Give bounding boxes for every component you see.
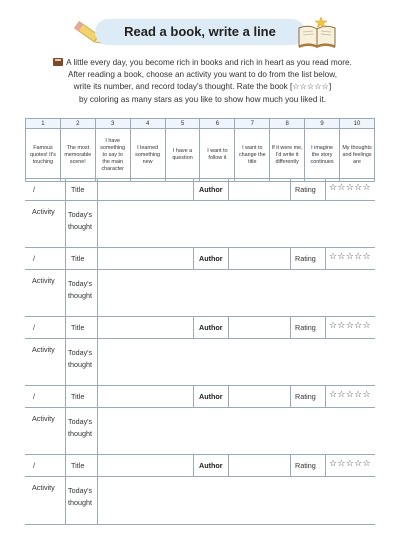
todays-thought-label — [68, 278, 92, 302]
rating-label: Rating — [295, 254, 316, 263]
rating-label: Rating — [295, 185, 316, 194]
activity-number: 1 — [26, 119, 61, 129]
activity-label-line: I have a — [172, 148, 193, 154]
col-divider — [193, 316, 194, 338]
activity-number: 9 — [305, 119, 340, 129]
title-label: Title — [71, 254, 85, 263]
col-divider — [290, 385, 291, 407]
activity-label-line: question — [172, 155, 193, 161]
todays-thought-line: thought — [68, 360, 92, 369]
title-label: Title — [71, 392, 85, 401]
activity-label-line: new — [142, 158, 153, 165]
intro-line: by coloring as many stars as you like to show how much you liked it. — [78, 94, 327, 104]
activity-label-line: something — [100, 144, 126, 151]
col-divider — [290, 316, 291, 338]
author-input[interactable] — [229, 248, 289, 268]
activity-label — [26, 129, 61, 182]
col-divider — [325, 454, 326, 476]
open-book-icon — [295, 16, 339, 50]
intro-line: After reading a book, choose an activity you want to do from the list below, — [68, 70, 337, 80]
col-divider — [65, 385, 66, 455]
activity-label-line: title — [248, 158, 257, 165]
activity-label-line: differently — [275, 158, 299, 165]
row-divider — [25, 178, 375, 179]
log-entry — [25, 454, 375, 524]
activity-label-line: to say to — [102, 151, 123, 158]
activity-label-line: I have — [105, 137, 121, 144]
activity-label-line: I imagine — [311, 144, 333, 151]
activity-label-line: scene! — [69, 158, 86, 165]
rating-label: Rating — [295, 461, 316, 470]
activity-label-line: the main — [102, 158, 124, 165]
thought-input[interactable] — [98, 477, 374, 523]
rating-stars[interactable]: ☆☆☆☆☆ — [329, 459, 371, 469]
rating-label: Rating — [295, 392, 316, 401]
col-divider — [193, 178, 194, 200]
todays-thought-line: thought — [68, 429, 92, 438]
activity-label — [95, 129, 130, 182]
date-separator: / — [33, 185, 35, 194]
activity-number: 3 — [95, 119, 130, 129]
activity-label: Activity — [32, 345, 55, 354]
todays-thought-line: Today's — [68, 279, 93, 288]
activity-key-table — [25, 118, 375, 182]
activity-label — [130, 129, 165, 182]
col-divider — [193, 247, 194, 269]
col-divider — [193, 385, 194, 407]
activity-label-line: quotes! It's — [29, 151, 56, 158]
activity-label-line: the story — [311, 151, 333, 158]
col-divider — [65, 316, 66, 386]
activity-label-line: If it were me, — [271, 144, 303, 151]
thought-input[interactable] — [98, 339, 374, 385]
col-divider — [65, 454, 66, 524]
todays-thought-line: Today's — [68, 417, 93, 426]
activity-label-line: and feelings — [342, 151, 372, 158]
activity-label — [200, 129, 235, 182]
todays-thought-label — [68, 209, 92, 233]
col-divider — [325, 247, 326, 269]
author-label: Author — [199, 323, 223, 332]
author-label: Author — [199, 185, 223, 194]
activity-label-line: something — [135, 151, 161, 158]
activity-number: 5 — [165, 119, 200, 129]
activity-label-line: Famous — [33, 144, 53, 151]
activity-label: Activity — [32, 483, 55, 492]
activity-number: 10 — [340, 119, 375, 129]
log-entry — [25, 247, 375, 317]
log-entry — [25, 316, 375, 386]
col-divider — [65, 178, 66, 248]
log-entry — [25, 385, 375, 455]
author-input[interactable] — [229, 317, 289, 337]
activity-label-line: I want to — [242, 144, 263, 151]
activity-label: Activity — [32, 414, 55, 423]
activity-label: Activity — [32, 207, 55, 216]
title-input[interactable] — [98, 317, 192, 337]
thought-input[interactable] — [98, 270, 374, 316]
col-divider — [65, 247, 66, 317]
todays-thought-line: thought — [68, 498, 92, 507]
activity-label-line: follow it — [208, 155, 227, 161]
row-divider — [25, 247, 375, 248]
col-divider — [193, 454, 194, 476]
thought-input[interactable] — [98, 201, 374, 247]
activity-label — [235, 129, 270, 182]
rating-label: Rating — [295, 323, 316, 332]
rating-stars[interactable]: ☆☆☆☆☆ — [329, 252, 371, 262]
author-label: Author — [199, 461, 223, 470]
activity-label: Activity — [32, 276, 55, 285]
activity-number: 8 — [270, 119, 305, 129]
todays-thought-line: Today's — [68, 486, 93, 495]
row-divider — [25, 385, 375, 386]
date-separator: / — [33, 254, 35, 263]
col-divider — [290, 454, 291, 476]
activity-label-line: I want to — [207, 148, 228, 154]
todays-thought-line: Today's — [68, 210, 93, 219]
activity-label-line: character — [101, 165, 124, 172]
date-separator: / — [33, 461, 35, 470]
instructions — [30, 57, 375, 106]
log-entry — [25, 178, 375, 248]
date-separator: / — [33, 392, 35, 401]
intro-line: A little every day, you become rich in books and rich in heart as you read more. — [66, 58, 352, 67]
author-input[interactable] — [229, 455, 289, 475]
activity-label-line: I learned — [137, 144, 159, 151]
row-divider — [25, 316, 375, 317]
author-label: Author — [199, 392, 223, 401]
activity-label — [340, 129, 375, 182]
page-title: Read a book, write a line — [124, 24, 276, 39]
activity-number: 6 — [200, 119, 235, 129]
activity-label — [270, 129, 305, 182]
title-label: Title — [71, 461, 85, 470]
activity-label — [60, 129, 95, 182]
activity-label-line: The most — [66, 144, 90, 151]
activity-label-line: are — [353, 158, 361, 165]
title-label: Title — [71, 185, 85, 194]
col-divider — [325, 385, 326, 407]
book-bullet-icon — [53, 58, 63, 66]
activity-label — [165, 129, 200, 182]
author-input[interactable] — [229, 179, 289, 199]
activity-label-line: change the — [238, 151, 266, 158]
activity-number: 2 — [60, 119, 95, 129]
title-input[interactable] — [98, 386, 192, 406]
rating-stars[interactable]: ☆☆☆☆☆ — [329, 390, 371, 400]
todays-thought-label — [68, 347, 92, 371]
activity-label-line: My thoughts — [342, 144, 372, 151]
todays-thought-line: Today's — [68, 348, 93, 357]
row-divider — [25, 524, 375, 525]
title-input[interactable] — [98, 455, 192, 475]
activity-number: 4 — [130, 119, 165, 129]
col-divider — [290, 178, 291, 200]
todays-thought-label — [68, 416, 92, 440]
author-input[interactable] — [229, 386, 289, 406]
activity-label-line: I'd write it — [275, 151, 299, 158]
author-label: Author — [199, 254, 223, 263]
activity-label — [305, 129, 340, 182]
activity-number: 7 — [235, 119, 270, 129]
date-separator: / — [33, 323, 35, 332]
rating-stars[interactable]: ☆☆☆☆☆ — [329, 183, 371, 193]
todays-thought-line: thought — [68, 222, 92, 231]
activity-label-line: memorable — [64, 151, 92, 158]
activity-label-line: touching — [32, 158, 54, 165]
col-divider — [325, 178, 326, 200]
title-input[interactable] — [98, 248, 192, 268]
rating-stars[interactable]: ☆☆☆☆☆ — [329, 321, 371, 331]
thought-input[interactable] — [98, 408, 374, 454]
row-divider — [25, 454, 375, 455]
title-label: Title — [71, 323, 85, 332]
todays-thought-line: thought — [68, 291, 92, 300]
col-divider — [290, 247, 291, 269]
activity-label-line: continues — [310, 158, 334, 165]
todays-thought-label — [68, 485, 92, 509]
title-input[interactable] — [98, 179, 192, 199]
intro-line: write its number, and record today's thought. Rate the book [☆☆☆☆☆] — [73, 82, 332, 92]
col-divider — [325, 316, 326, 338]
